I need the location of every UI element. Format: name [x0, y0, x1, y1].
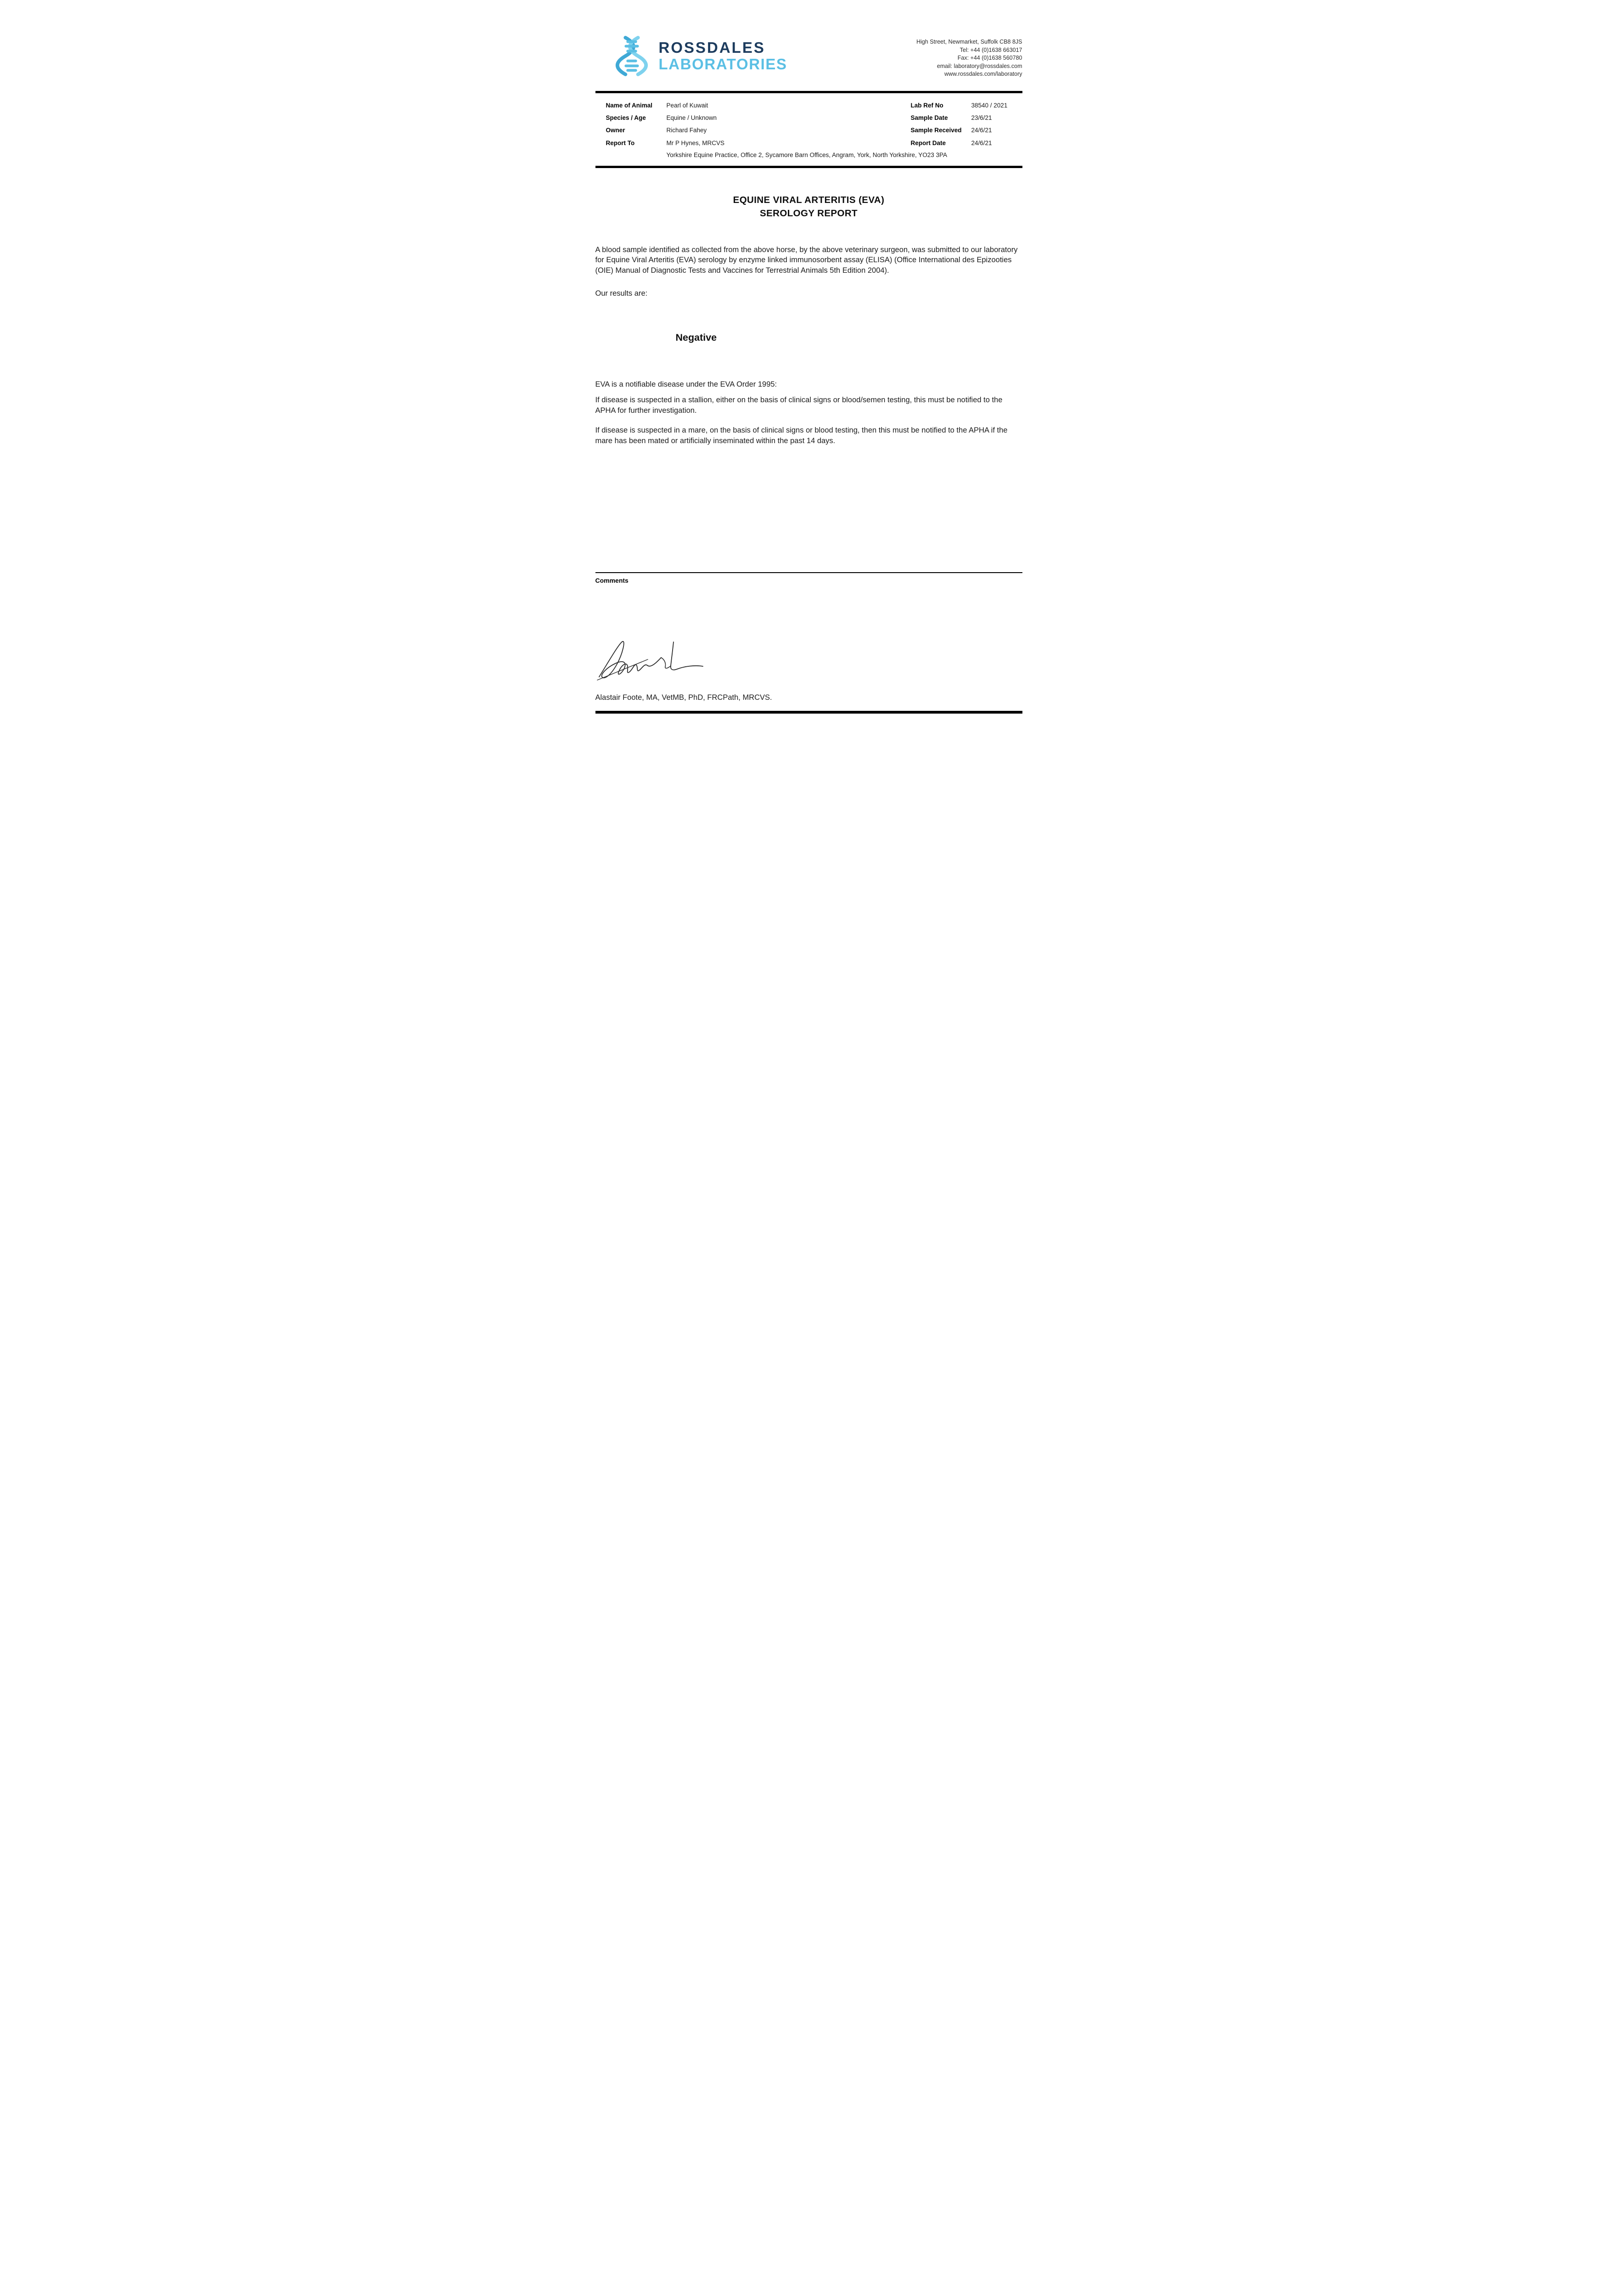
info-value-owner: Richard Fahey: [666, 127, 707, 134]
brand-name-rossdales: ROSSDALES: [658, 39, 765, 56]
contact-info-block: [916, 36, 1022, 79]
brand-wordmark: [659, 39, 787, 72]
sample-info-section: [559, 93, 1064, 166]
report-title: [595, 194, 1022, 220]
brand-name-laboratories: LABORATORIES: [658, 56, 787, 73]
report-footer: [559, 572, 1064, 702]
info-value-sample-received: 24/6/21: [971, 127, 992, 134]
info-label-report-to: Report To: [606, 139, 635, 146]
page-bottom-rule: [595, 711, 1022, 714]
mare-notice-paragraph: If disease is suspected in a mare, on the basis of clinical signs or blood testing, then this must be notified to the APHA if the mare has been mated or artificially inseminated within the past 14 days.: [595, 426, 1008, 445]
intro-paragraph: A blood sample identified as collected from the above horse, by the above veterinary surgeon, was submitted to our laboratory for Equine Viral Arteritis (EVA) serology by enzyme linked immunosorbent assay (ELISA) (Office International des Epizooties (OIE) Manual of Diagnostic Tests and Vaccines for Terrestrial Animals 5th Edition 2004).: [595, 246, 1018, 275]
contact-email-line: email: laboratory@rossdales.com: [937, 62, 1022, 69]
sample-info-table: [595, 101, 1022, 148]
report-body: [559, 194, 1064, 446]
info-label-owner: Owner: [606, 127, 625, 134]
info-label-report-date: Report Date: [910, 139, 946, 146]
contact-tel-line: Tel: +44 (0)1638 663017: [960, 46, 1022, 53]
report-to-address: Yorkshire Equine Practice, Office 2, Sycamore Barn Offices, Angram, York, North Yorkshire, YO23 3PA: [666, 152, 948, 159]
result-value: Negative: [675, 332, 717, 343]
comments-label: Comments: [595, 577, 629, 585]
serology-report-page: [559, 0, 1064, 715]
report-header: [559, 0, 1064, 79]
info-label-sample-received: Sample Received: [910, 127, 962, 134]
results-label: Our results are:: [595, 289, 648, 298]
report-title-line2: SEROLOGY REPORT: [760, 208, 858, 219]
info-value-lab-ref-no: 38540 / 2021: [971, 101, 1008, 109]
dna-helix-icon: [614, 36, 650, 76]
notifiable-disease-paragraph: EVA is a notifiable disease under the EVA Order 1995:: [595, 380, 777, 388]
info-divider-rule: [595, 166, 1022, 168]
handwritten-signature-icon: [596, 636, 707, 681]
comments-divider-rule: [595, 572, 1022, 573]
info-value-name-of-animal: Pearl of Kuwait: [666, 101, 708, 109]
info-label-name-of-animal: Name of Animal: [606, 101, 653, 109]
info-label-species-age: Species / Age: [606, 114, 646, 121]
info-value-report-to: Mr P Hynes, MRCVS: [666, 139, 725, 146]
rossdales-logo: [614, 36, 787, 76]
stallion-notice-paragraph: If disease is suspected in a stallion, either on the basis of clinical signs or blood/semen testing, this must be notified to the APHA for further investigation.: [595, 396, 1003, 415]
contact-address-line: High Street, Newmarket, Suffolk CB8 8JS: [916, 39, 1022, 45]
info-value-sample-date: 23/6/21: [971, 114, 992, 121]
info-label-lab-ref-no: Lab Ref No: [910, 101, 943, 109]
info-label-sample-date: Sample Date: [910, 114, 948, 121]
info-value-report-date: 24/6/21: [971, 139, 992, 146]
contact-website-line: www.rossdales.com/laboratory: [944, 71, 1022, 77]
contact-fax-line: Fax: +44 (0)1638 560780: [957, 55, 1022, 61]
signature-image: [596, 636, 707, 681]
info-value-species-age: Equine / Unknown: [666, 114, 717, 121]
signatory-name: Alastair Foote, MA, VetMB, PhD, FRCPath, MRCVS.: [595, 693, 772, 702]
report-title-line1: EQUINE VIRAL ARTERITIS (EVA): [733, 195, 885, 206]
